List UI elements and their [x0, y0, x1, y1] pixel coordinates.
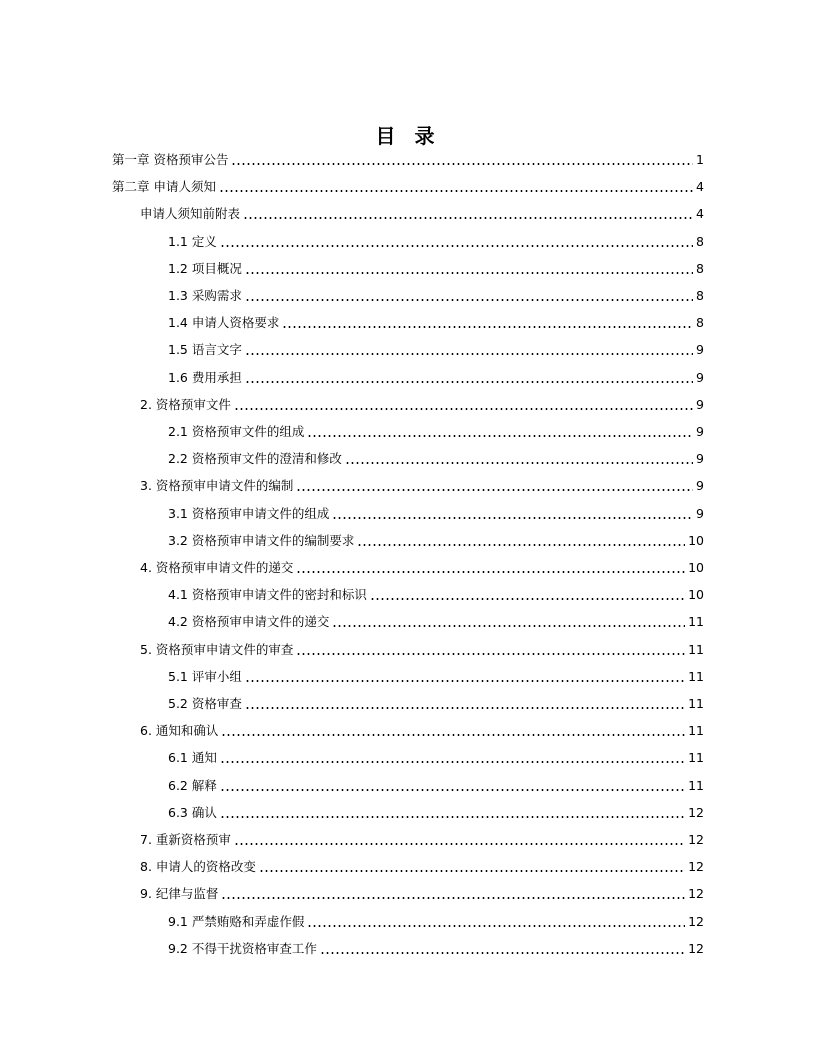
toc-dot-leader [219, 880, 687, 907]
toc-entry-label: 4.2 资格预审申请文件的递交 [168, 614, 330, 630]
toc-dot-leader [219, 717, 687, 744]
toc-entry-label: 6. 通知和确认 [140, 723, 219, 739]
toc-entry-page-number: 12 [688, 940, 704, 956]
toc-entry-page-number: 8 [696, 288, 704, 303]
toc-entry-label: 第二章 申请人须知 [112, 179, 216, 195]
toc-title: 目 录 [375, 124, 441, 148]
toc-entry[interactable] [168, 500, 704, 527]
toc-dot-leader [280, 309, 695, 336]
toc-entry-label: 5.1 评审小组 [168, 668, 242, 684]
toc-entry[interactable] [140, 391, 704, 418]
toc-entry[interactable] [168, 228, 704, 255]
toc-entry[interactable] [168, 445, 704, 472]
toc-entry-label: 1.3 采购需求 [168, 288, 242, 303]
toc-entry-label: 1.5 语言文字 [168, 342, 242, 358]
toc-entry-page-number: 9 [696, 396, 704, 412]
toc-entry-label: 3.2 资格预审申请文件的编制要求 [168, 532, 355, 548]
toc-entry[interactable] [168, 908, 704, 935]
toc-dot-leader [305, 908, 687, 935]
toc-entry-label: 9.2 不得干扰资格审查工作 [168, 940, 317, 956]
toc-entry-page-number: 12 [688, 886, 704, 902]
toc-entry-label: 1.6 费用承担 [168, 369, 242, 385]
toc-dot-leader [243, 690, 687, 717]
toc-entry-label: 2.1 资格预审文件的组成 [168, 424, 305, 439]
toc-entry-page-number: 8 [696, 233, 704, 249]
toc-entry[interactable] [140, 636, 704, 663]
toc-entry[interactable] [140, 880, 704, 907]
toc-entry-page-number: 8 [696, 315, 704, 331]
toc-dot-leader [218, 744, 687, 771]
toc-entry-label: 6.3 确认 [168, 804, 217, 820]
toc-entry[interactable] [140, 554, 704, 581]
toc-entry[interactable] [168, 309, 704, 336]
toc-dot-leader [294, 554, 687, 581]
toc-dot-leader [241, 200, 695, 227]
toc-entry[interactable] [140, 826, 704, 853]
toc-dot-leader [330, 608, 687, 635]
toc-entry[interactable] [168, 527, 704, 554]
toc-entry-page-number: 8 [696, 260, 704, 276]
toc-entry-page-number: 9 [696, 478, 704, 494]
toc-entry-page-number: 12 [688, 913, 704, 929]
toc-entry[interactable] [168, 608, 704, 635]
toc-entry[interactable] [112, 173, 704, 200]
toc-entry[interactable] [168, 255, 704, 282]
toc-entry-label: 4. 资格预审申请文件的递交 [140, 560, 294, 575]
toc-dot-leader [257, 853, 687, 880]
toc-entry[interactable] [140, 200, 704, 227]
toc-entry-page-number: 11 [688, 777, 704, 793]
toc-entry-page-number: 9 [696, 369, 704, 385]
toc-dot-leader [294, 472, 695, 499]
toc-entry[interactable] [168, 690, 704, 717]
toc-entry[interactable] [140, 472, 704, 499]
toc-entry-label: 2. 资格预审文件 [140, 396, 231, 412]
toc-entry[interactable] [168, 418, 704, 445]
toc-entry-label: 3.1 资格预审申请文件的组成 [168, 505, 330, 521]
toc-dot-leader [218, 799, 687, 826]
toc-dot-leader [343, 445, 695, 472]
toc-entry-page-number: 4 [696, 179, 704, 195]
toc-entry-page-number: 12 [688, 804, 704, 820]
toc-entry-page-number: 9 [696, 505, 704, 521]
toc-dot-leader [243, 282, 695, 309]
toc-dot-leader [330, 500, 695, 527]
toc-dot-leader [218, 772, 687, 799]
toc-dot-leader [243, 663, 687, 690]
toc-entry-page-number: 11 [688, 696, 704, 711]
toc-entry[interactable] [168, 744, 704, 771]
toc-entry-label: 第一章 资格预审公告 [112, 152, 229, 167]
toc-entry-page-number: 12 [688, 832, 704, 847]
toc-entry-label: 2.2 资格预审文件的澄清和修改 [168, 451, 342, 467]
toc-entry-label: 9.1 严禁贿赂和弄虚作假 [168, 913, 305, 929]
toc-dot-leader [294, 636, 687, 663]
toc-entry-label: 5.2 资格审查 [168, 696, 242, 711]
toc-entry-label: 1.4 申请人资格要求 [168, 315, 280, 331]
toc-entry[interactable] [168, 336, 704, 363]
toc-entry-page-number: 10 [688, 587, 704, 603]
toc-entry-label: 6.1 通知 [168, 750, 217, 766]
toc-entry-page-number: 4 [696, 206, 704, 222]
toc-entry-label: 6.2 解释 [168, 777, 217, 793]
toc-entry[interactable] [168, 772, 704, 799]
toc-dot-leader [368, 581, 687, 608]
toc-entry[interactable] [168, 799, 704, 826]
toc-dot-leader [243, 336, 695, 363]
toc-entry-label: 4.1 资格预审申请文件的密封和标识 [168, 587, 367, 603]
toc-entry[interactable] [168, 935, 704, 962]
toc-entry-page-number: 1 [696, 152, 704, 167]
toc-entry-page-number: 11 [688, 723, 704, 739]
toc-entry[interactable] [168, 663, 704, 690]
toc-entry-page-number: 10 [688, 560, 704, 575]
toc-dot-leader [243, 255, 695, 282]
toc-entry[interactable] [140, 717, 704, 744]
toc-entry-label: 1.1 定义 [168, 233, 217, 249]
toc-entry-page-number: 11 [688, 750, 704, 766]
toc-entry-label: 9. 纪律与监督 [140, 886, 219, 902]
toc-entry-page-number: 12 [688, 859, 704, 875]
toc-entry-page-number: 11 [688, 668, 704, 684]
toc-dot-leader [243, 364, 695, 391]
toc-entry-page-number: 10 [688, 532, 704, 548]
toc-entry-label: 3. 资格预审申请文件的编制 [140, 478, 294, 494]
toc-entry-label: 申请人须知前附表 [140, 206, 241, 222]
toc-entry[interactable] [168, 282, 704, 309]
toc-entry-label: 1.2 项目概况 [168, 260, 242, 276]
toc-entry[interactable] [112, 146, 704, 173]
toc-entry-page-number: 11 [688, 641, 704, 657]
toc-dot-leader [229, 146, 695, 173]
toc-entry-page-number: 9 [696, 451, 704, 467]
toc-entry[interactable] [168, 364, 704, 391]
toc-dot-leader [232, 826, 687, 853]
toc-dot-leader [232, 391, 695, 418]
toc-entry-label: 8. 申请人的资格改变 [140, 859, 256, 875]
toc-entry[interactable] [168, 581, 704, 608]
toc-entry-label: 7. 重新资格预审 [140, 832, 231, 847]
toc-entry-page-number: 9 [696, 342, 704, 358]
toc-dot-leader [217, 173, 695, 200]
toc-entry-page-number: 9 [696, 424, 704, 439]
toc-dot-leader [355, 527, 687, 554]
toc-entry-page-number: 11 [688, 614, 704, 630]
toc-entry-label: 5. 资格预审申请文件的审查 [140, 641, 294, 657]
toc-dot-leader [318, 935, 687, 962]
toc-dot-leader [305, 418, 695, 445]
toc-entry[interactable] [140, 853, 704, 880]
toc-dot-leader [218, 228, 695, 255]
